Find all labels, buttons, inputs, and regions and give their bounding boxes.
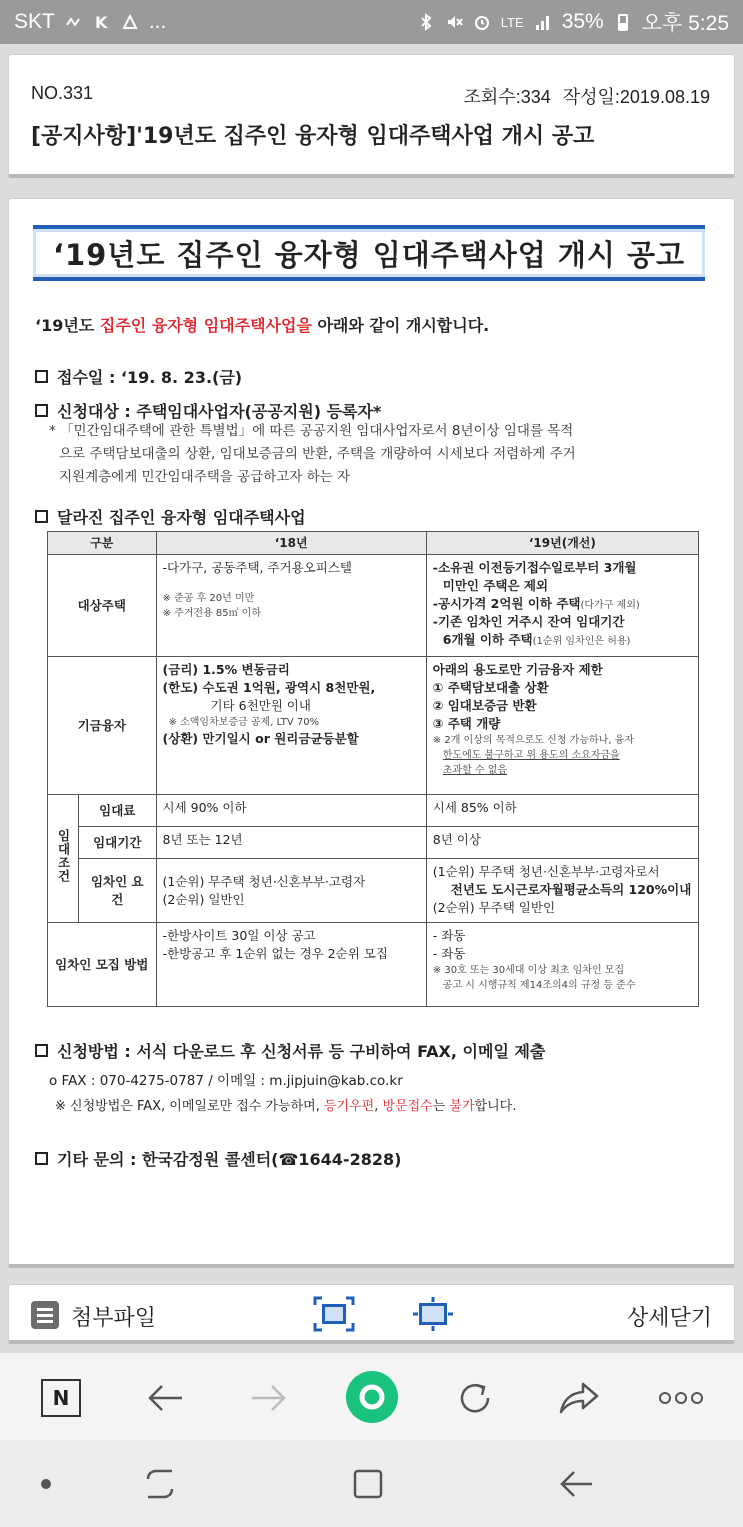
post-number: NO.331 (31, 83, 94, 103)
lte-label: LTE (500, 14, 524, 30)
table-row: 대상주택 -다가구, 공동주택, 주거용오피스텔 ※ 준공 후 20년 미만 ※ 주거전용 85㎡ 이하 -소유권 이전등기접수일로부터 3개월 미만인 주택은 제외 -공시가격 2억원 이하 주택(다가구 제외) -기존 임차인 거주시 잔여 임대기간 6개월 이하 주택(1순위 임차인은 허용) (48, 555, 699, 657)
n-icon: N (41, 1379, 81, 1417)
forward-button[interactable] (244, 1373, 294, 1423)
carrier-label: SKT (14, 10, 55, 33)
system-back-icon (558, 1468, 594, 1500)
back-button[interactable] (140, 1373, 190, 1423)
attachment-bar (8, 1284, 735, 1344)
home-square-icon (351, 1467, 385, 1501)
arrow-right-icon (250, 1383, 288, 1413)
refresh-icon (456, 1379, 494, 1417)
application-method: 신청방법 : 서식 다운로드 후 신청서류 등 구비하여 FAX, 이메일 제출 (35, 1039, 545, 1062)
battery-icon (614, 13, 632, 31)
signal-bars-icon (534, 13, 552, 31)
notice-image (27, 215, 717, 1255)
post-content (8, 198, 735, 1268)
recent-apps-button[interactable] (138, 1462, 182, 1506)
post-date: 작성일:2019.08.19 (562, 87, 710, 107)
share-button[interactable] (554, 1373, 604, 1423)
table-row: 임차인 요건 (1순위) 무주택 청년·신혼부부·고령자 (2순위) 일반인 (1순위) 무주택 청년·신혼부부·고령자로서 전년도 도시근로자월평균소득의 120%이내 (2순위) 무주택 일반인 (48, 859, 699, 923)
view-count: 조회수:334 (463, 87, 551, 107)
svg-text:K: K (94, 13, 108, 31)
browser-toolbar (0, 1352, 743, 1440)
fit-screen-icon[interactable] (312, 1295, 356, 1333)
receipt-date: 접수일 : ‘19. 8. 23.(금) (35, 365, 242, 388)
more-notifications: ... (148, 10, 167, 33)
post-meta (464, 83, 710, 109)
original-size-icon[interactable] (411, 1295, 455, 1333)
system-back-button[interactable] (554, 1462, 598, 1506)
nav-dot-button[interactable] (24, 1462, 68, 1506)
eligibility: 신청대상 : 주택임대사업자(공공지원) 등록자* (35, 399, 381, 422)
post-title: [공지사항]'19년도 집주인 융자형 임대주택사업 개시 공고 (31, 124, 595, 149)
checkbox-square-icon (35, 370, 48, 383)
notice-banner-title: ‘19년도 집주인 융자형 임대주택사업 개시 공고 (52, 237, 686, 272)
checkbox-square-icon (35, 510, 48, 523)
refresh-button[interactable] (450, 1373, 500, 1423)
inquiry: 기타 문의 : 한국감정원 콜센터(☎1644-2828) (35, 1147, 401, 1170)
home-button[interactable] (346, 1462, 390, 1506)
signal-wave-icon (65, 13, 83, 31)
table-row: 임대기간 8년 또는 12년 8년 이상 (48, 827, 699, 859)
status-bar (0, 0, 743, 44)
dot-icon (39, 1477, 53, 1491)
arrow-left-icon (146, 1383, 184, 1413)
green-dot-button[interactable] (344, 1369, 400, 1425)
table-row: 임차인 모집 방법 -한방사이트 30일 이상 공고 -한방공고 후 1순위 없는 경우 2순위 모집 - 좌동 - 좌동 ※ 30호 또는 30세대 이상 최초 임차인 모집 공고 시 시행규칙 제14조의4의 규정 등 준수 (48, 923, 699, 1007)
checkbox-square-icon (35, 1152, 48, 1165)
mute-icon (445, 13, 463, 31)
changes-heading: 달라진 집주인 융자형 임대주택사업 (35, 505, 306, 528)
recent-apps-icon (142, 1467, 178, 1501)
table-header-row: 구분 ‘18년 ‘19년(개선) (48, 532, 699, 555)
contact-info: ο FAX : 070-4275-0787 / 이메일 : m.jipjuin@kab.co.kr (49, 1073, 403, 1089)
green-dot-icon (344, 1369, 400, 1425)
table-row: 임대조건 임대료 시세 90% 이하 시세 85% 이하 (48, 795, 699, 827)
checkbox-square-icon (35, 404, 48, 417)
battery-percent: 35% (561, 10, 604, 33)
contact-note: ※ 신청방법은 FAX, 이메일로만 접수 가능하며, 등기우편, 방문접수는 불가합니다. (55, 1099, 517, 1114)
more-menu-button[interactable] (656, 1373, 706, 1423)
attachment-label[interactable]: 첨부파일 (71, 1306, 157, 1331)
close-detail-button[interactable]: 상세닫기 (626, 1306, 712, 1331)
k-app-icon (93, 13, 111, 31)
notice-intro: ‘19년도 집주인 융자형 임대주택사업을 아래와 같이 개시합니다. (35, 316, 490, 335)
more-dots-icon (658, 1391, 704, 1405)
share-arrow-icon (559, 1381, 599, 1415)
eligibility-note: * 「민간임대주택에 관한 특별법」에 따른 공공지원 임대사업자로서 8년이상 임대를 목적 으로 주택담보대출의 상환, 임대보증금의 반환, 주택을 개량하여 시세보다 저렴하게 주거 지원계층에게 민간임대주택을 공급하고자 하는 자 (49, 423, 576, 485)
post-header (8, 54, 735, 178)
clock: 오후 5:25 (641, 12, 729, 35)
comparison-table (47, 531, 699, 1007)
checkbox-square-icon (35, 1044, 48, 1057)
bluetooth-icon (417, 13, 435, 31)
notification-icon (121, 13, 139, 31)
naver-home-button[interactable] (36, 1373, 86, 1423)
notice-banner (33, 225, 705, 281)
attachment-file-icon[interactable] (31, 1301, 59, 1329)
table-row: 기금융자 (금리) 1.5% 변동금리 (한도) 수도권 1억원, 광역시 8천만원, 기타 6천만원 이내 ※ 소액임차보증금 공제, LTV 70% (상환) 만기일시 or 원리금균등분할 아래의 용도로만 기금융자 제한 ① 주택담보대출 상환 ② 임대보증금 반환 ③ 주택 개량 ※ 2개 이상의 목적으로도 신청 가능하나, 융자 한도에도 불구하고 위 용도의 소요자금을 초과할 수 없음 (48, 657, 699, 795)
alarm-icon (473, 13, 491, 31)
system-navigation-bar (0, 1440, 743, 1527)
